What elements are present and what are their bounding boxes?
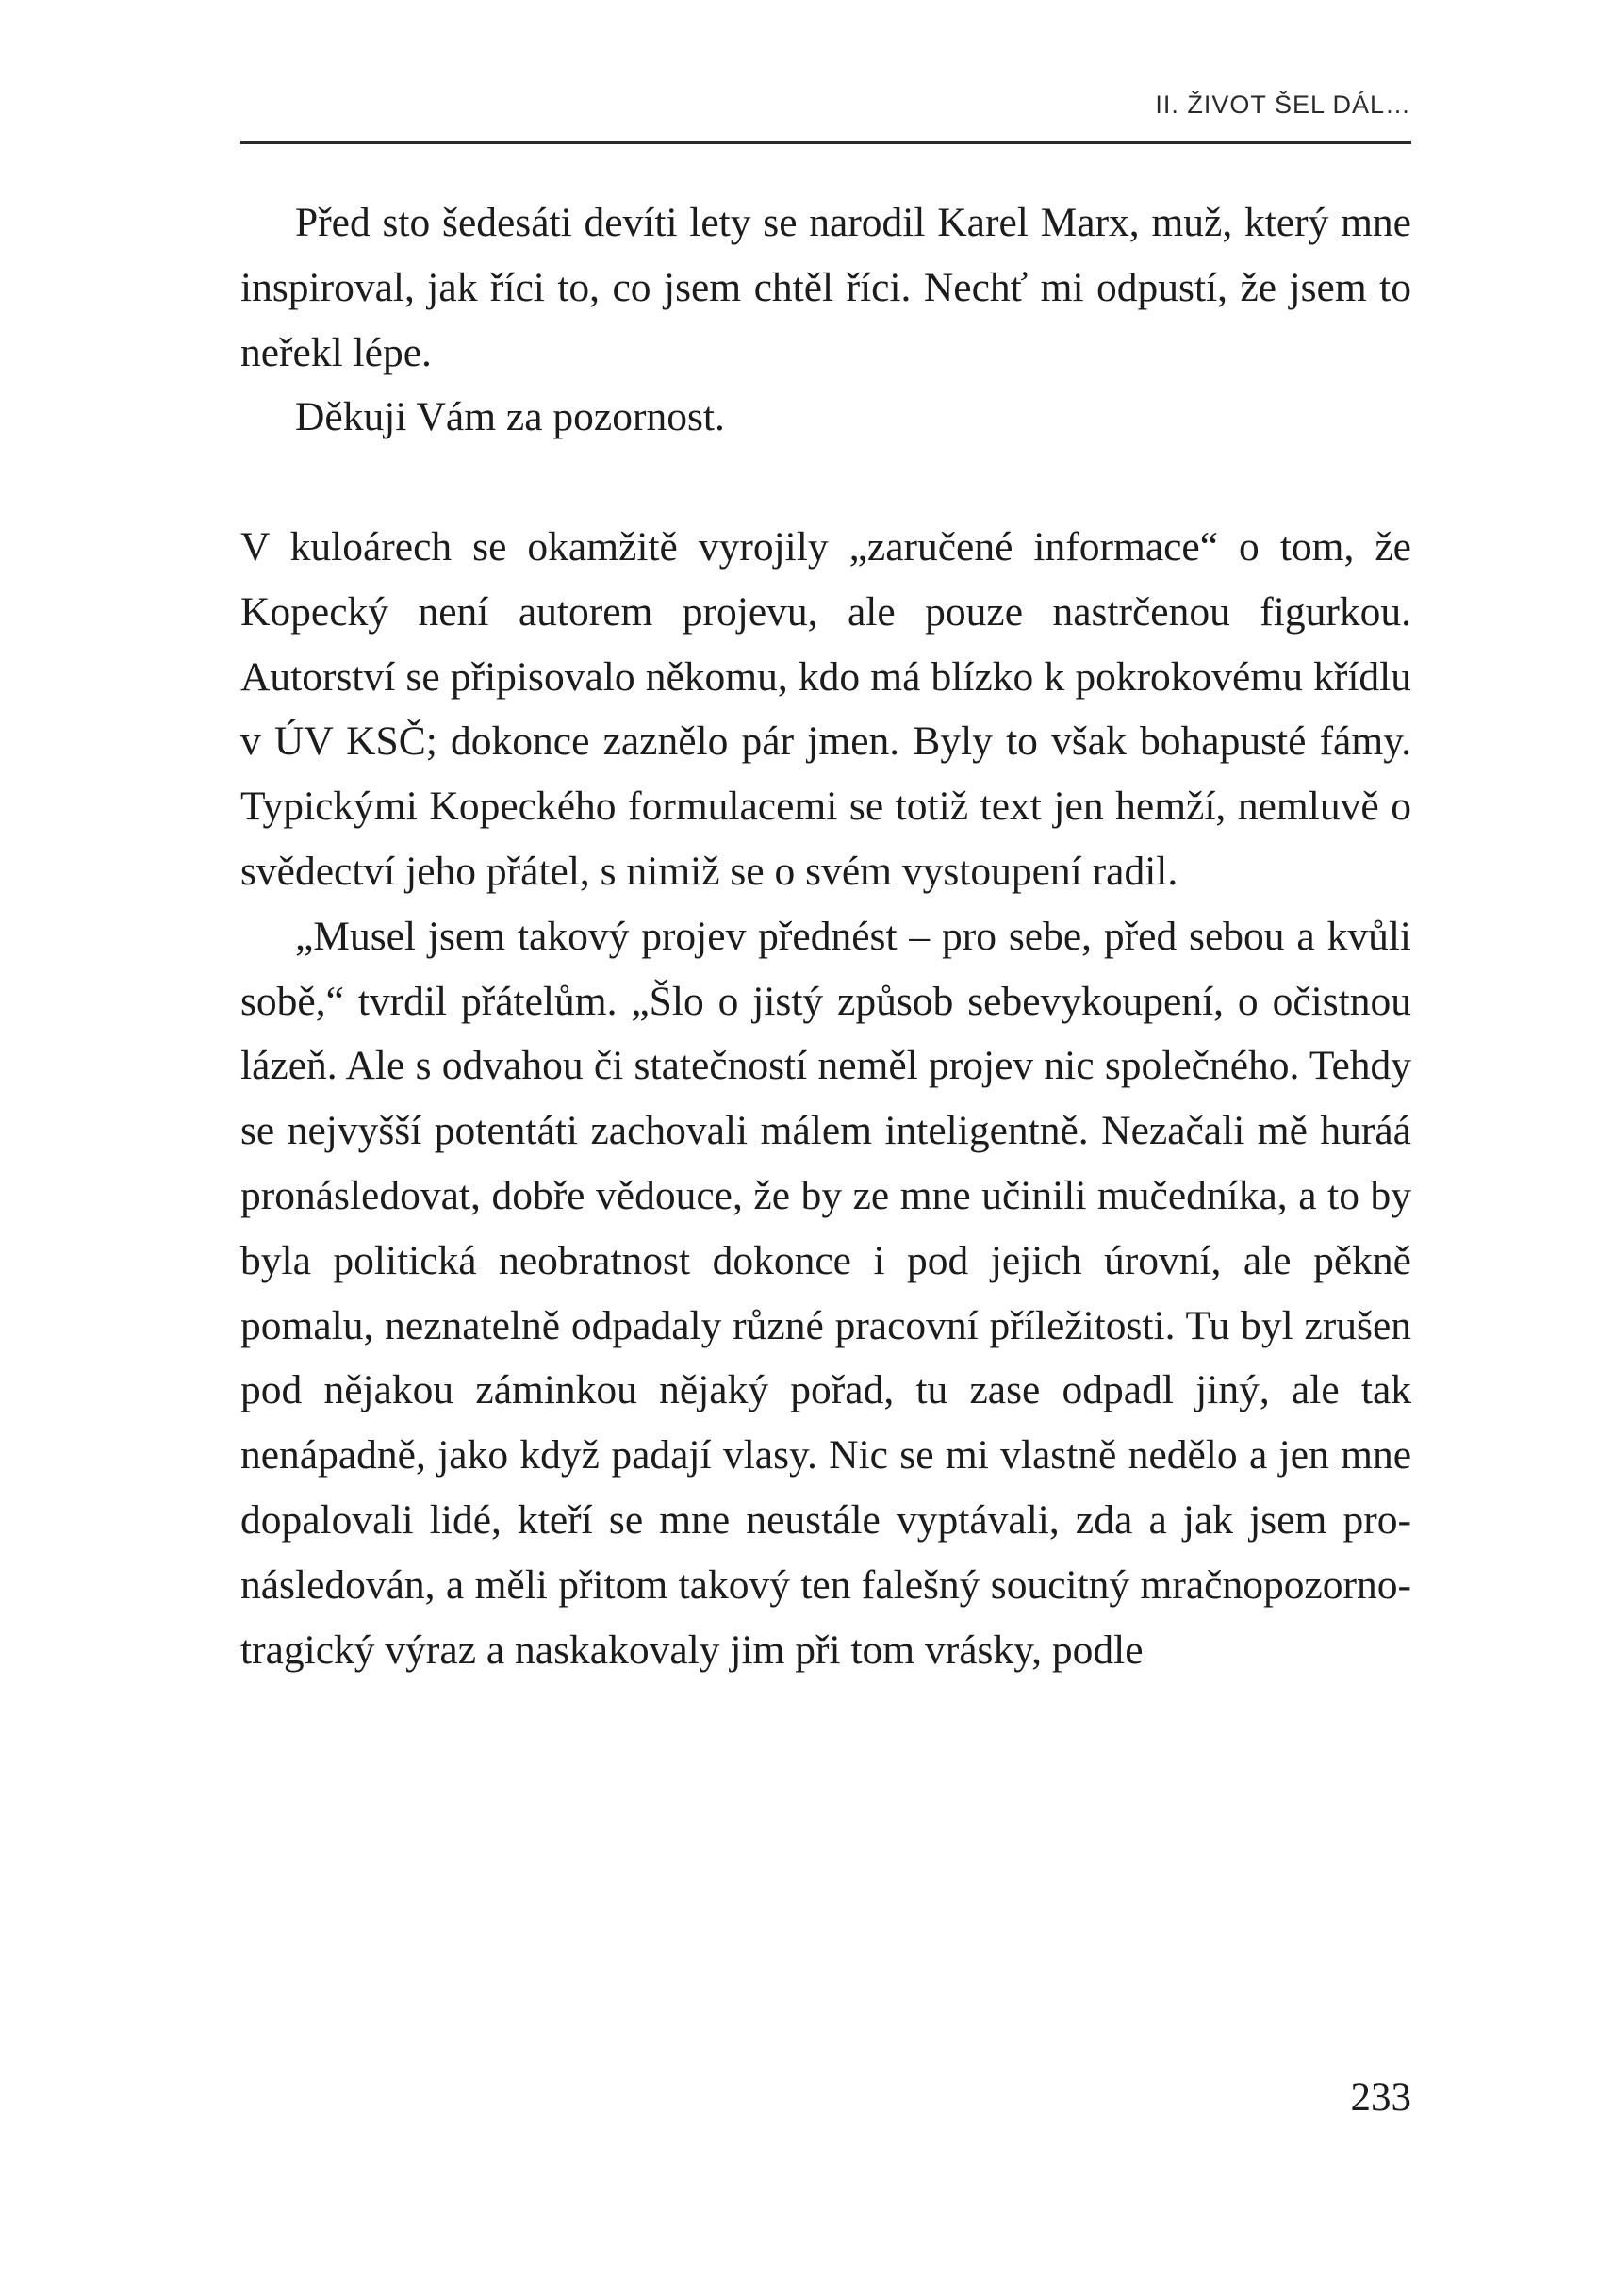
paragraph-rumors: V kuloárech se okamžitě vyrojily „zaručené informace“ o tom, že Kopecký není autorem projevu, ale pouze nastrčenou figurkou. Autorství se připisovalo někomu, kdo má blízko k pokrokovému křídlu v ÚV KSČ; dokonce zaznělo pár jmen. Byly to však bohapusté fámy. Typickými Kopeckého formulacemi se totiž text jen hemží, nemluvě o svědectví jeho přátel, s nimiž se o svém vystoupení radil. [240, 523, 1411, 894]
header-rule [240, 141, 1411, 144]
paragraph-quote: „Musel jsem takový projev přednést – pro sebe, před sebou a kvůli sobě,“ tvrdil přátelům. „Šlo o jistý způsob sebevykoupení, o očistnou lázeň. Ale s odvahou či statečností neměl projev nic společného. Tehdy se nejvyšší potentáti zachovali málem inteligentně. Nezačali mě huráá pronásledovat, dobře vědouce, že by ze mne učinili mučedníka, a to by byla politická neobratnost dokonce i pod jejich úrovní, ale pěkně pomalu, neznatelně odpadaly různé pracovní příležitosti. Tu byl zrušen pod nějakou záminkou nějaký pořad, tu zase odpadl jiný, ale tak nenápadně, jako když padají vlasy. Nic se mi vlastně nedělo a jen mne dopalovali lidé, kteří se mne neustále vyptávali, zda a jak jsem pronásledován, a měli přitom takový ten falešný soucitný mračnopozorno-tragický výraz a naskakovaly jim při tom vrásky, podle [240, 913, 1411, 1673]
body-text [240, 190, 1411, 1682]
paragraph-thanks: Děkuji Vám za pozornost. [295, 394, 725, 440]
section-break [240, 450, 1411, 515]
page-number: 233 [1350, 2075, 1411, 2120]
running-head: II. ŽIVOT ŠEL DÁL… [1155, 91, 1411, 119]
paragraph-speech-ending: Před sto šedesáti devíti lety se narodil Karel Marx, muž, který mne inspiroval, jak říci to, co jsem chtěl říci. Nechť mi odpustí, že jsem to neřekl lépe. [240, 200, 1411, 375]
